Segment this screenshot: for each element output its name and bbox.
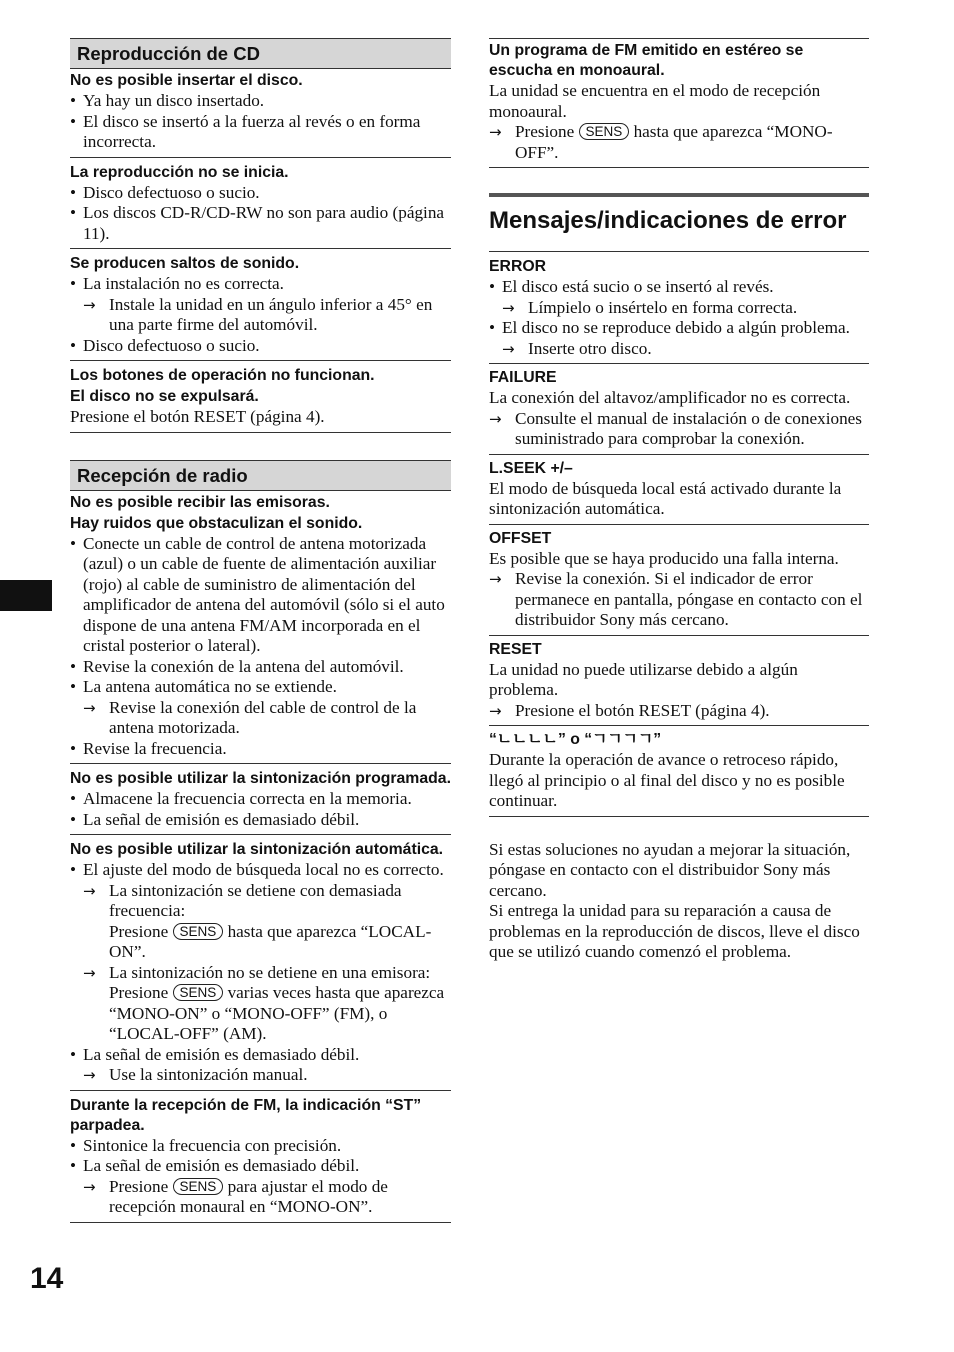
remedy-detail — [70, 922, 451, 963]
problem-title: No es posible insertar el disco. — [70, 72, 303, 89]
remedy-text: Revise la conexión. Si el indicador de error permanece en pantalla, póngase en contacto con el distribuidor Sony más cercano. — [515, 569, 863, 629]
remedy-text: Presione — [109, 983, 169, 1002]
bullet-item: • Almacene la frecuencia correcta en la memoria. — [70, 789, 451, 810]
section-tab-marker — [0, 580, 52, 611]
remedy-text: Presione — [109, 1176, 169, 1196]
bullet-item: • Disco defectuoso o sucio. — [70, 183, 451, 204]
arrow-icon: → — [83, 963, 96, 982]
problem-title: Los botones de operación no funcionan. — [70, 367, 375, 384]
arrow-icon: → — [83, 698, 96, 717]
sens-key-icon: SENS — [579, 123, 630, 140]
remedy-item — [70, 963, 451, 984]
troubleshoot-block-skips — [70, 252, 451, 361]
arrow-icon: → — [502, 298, 515, 317]
error-code: L.SEEK +/– — [489, 459, 573, 477]
bullet-item: • La instalación no es correcta. — [70, 274, 451, 295]
sens-key-icon: SENS — [173, 923, 224, 940]
remedy-text: para ajustar el modo de recepción monaural en “MONO-ON”. — [109, 1176, 388, 1216]
remedy-text: Instale la unidad en un ángulo inferior a 45° en una parte firme del automóvil. — [109, 294, 433, 334]
troubleshoot-block-preset — [70, 767, 451, 835]
remedy-detail — [70, 983, 451, 1045]
remedy-text: hasta que aparezca “LOCAL-ON”. — [109, 921, 432, 961]
remedy-item — [70, 698, 451, 739]
left-column — [70, 38, 451, 1226]
troubleshoot-block-playback — [70, 161, 451, 250]
remedy-text: Use la sintonización manual. — [109, 1065, 308, 1084]
bullet-item: • El disco no se reproduce debido a algún problema. — [489, 318, 869, 339]
section-heading-radio: Recepción de radio — [70, 460, 451, 491]
remedy-text: hasta que aparezca “MONO-OFF”. — [515, 122, 833, 162]
arrow-icon: → — [83, 1177, 96, 1196]
paragraph: Presione el botón RESET (página 4). — [70, 407, 325, 426]
bullet-item: • El disco se insertó a la fuerza al revés o en forma incorrecta. — [70, 112, 451, 153]
paragraph: La conexión del altavoz/amplificador no es correcta. — [489, 388, 851, 407]
error-code: ERROR — [489, 258, 547, 275]
closing-paragraph: Si estas soluciones no ayudan a mejorar la situación, póngase en contacto con el distribuidor Sony más cercano. — [489, 839, 851, 900]
error-block-lseek — [489, 458, 869, 525]
remedy-text: Límpielo o insértelo en forma correcta. — [528, 297, 798, 317]
arrow-icon: → — [83, 1066, 96, 1084]
bullet-item: • Revise la frecuencia. — [70, 739, 451, 760]
problem-title: Se producen saltos de sonido. — [70, 255, 300, 272]
remedy-text: varias veces hasta que aparezca “MONO-ON” o “MONO-OFF” (FM), o “LOCAL-OFF” (AM). — [109, 983, 445, 1043]
page-number: 14 — [30, 1262, 64, 1295]
section-heading-cd: Reproducción de CD — [70, 38, 451, 69]
remedy-item — [489, 339, 869, 360]
remedy-item — [70, 1065, 451, 1086]
troubleshoot-block-reception — [70, 491, 451, 765]
right-column — [489, 38, 869, 963]
troubleshoot-block-st — [70, 1094, 451, 1223]
bullet-item: • Sintonice la frecuencia con precisión. — [70, 1136, 451, 1157]
troubleshoot-block-auto-tuning — [70, 838, 451, 1091]
remedy-text: La sintonización no se detiene en una emisora: — [109, 962, 431, 982]
problem-title: Un programa de FM emitido en estéreo se escucha en monoaural. — [489, 42, 804, 79]
error-block-offset — [489, 528, 869, 636]
problem-title: La reproducción no se inicia. — [70, 163, 289, 181]
remedy-item — [489, 298, 869, 319]
paragraph: Es posible que se haya producido una falla interna. — [489, 548, 839, 568]
remedy-item — [489, 122, 869, 163]
error-block-error — [489, 256, 869, 364]
remedy-item — [489, 701, 869, 722]
bullet-item: • La señal de emisión es demasiado débil. — [70, 1045, 451, 1066]
arrow-icon: → — [489, 701, 502, 720]
bullet-item: • La antena automática no se extiende. — [70, 677, 451, 698]
remedy-text: Presione — [515, 122, 575, 141]
error-code: “ㄴㄴㄴㄴ” o “ㄱㄱㄱㄱ” — [489, 731, 662, 748]
error-block-failure — [489, 367, 869, 455]
remedy-item — [70, 295, 451, 336]
remedy-text: Presione — [109, 921, 169, 941]
paragraph: El modo de búsqueda local está activado durante la sintonización automática. — [489, 478, 842, 518]
bullet-item: • La señal de emisión es demasiado débil. — [70, 810, 451, 831]
problem-title: No es posible utilizar la sintonización programada. — [70, 770, 451, 787]
bullet-item: • La señal de emisión es demasiado débil. — [70, 1156, 451, 1177]
remedy-item — [70, 1177, 451, 1218]
bullet-item: • El ajuste del modo de búsqueda local no es correcto. — [70, 860, 451, 881]
page-title: Mensajes/indicaciones de error — [489, 193, 869, 252]
problem-title: Durante la recepción de FM, la indicación “ST” parpadea. — [70, 1096, 422, 1134]
troubleshoot-block-mono — [489, 38, 869, 168]
closing-paragraph: Si entrega la unidad para su reparación a causa de problemas en la reproducción de discos, lleve el disco que se utilizó cuando comenzó el problema. — [489, 901, 860, 961]
sens-key-icon: SENS — [173, 1178, 224, 1195]
problem-title: Hay ruidos que obstaculizan el sonido. — [70, 514, 363, 532]
arrow-icon: → — [502, 339, 515, 358]
problem-title: No es posible utilizar la sintonización automática. — [70, 841, 444, 858]
bullet-item: • Disco defectuoso o sucio. — [70, 336, 451, 357]
problem-title: No es posible recibir las emisoras. — [70, 493, 330, 511]
bullet-item: • El disco está sucio o se insertó al revés. — [489, 277, 869, 298]
arrow-icon: → — [489, 570, 502, 588]
arrow-icon: → — [83, 295, 96, 314]
remedy-text: Presione el botón RESET (página 4). — [515, 700, 770, 720]
remedy-text: Inserte otro disco. — [528, 338, 652, 358]
bullet-item: • Conecte un cable de control de antena motorizada (azul) o un cable de fuente de alimentación auxiliar (rojo) al cable de suministro de alimentación del amplificador de antena del automóvil (sólo si el auto dispone de una antena FM/AM incorporada en el cristal posterior o lateral). — [70, 534, 451, 657]
arrow-icon: → — [489, 123, 502, 141]
error-code: RESET — [489, 640, 542, 658]
sens-key-icon: SENS — [173, 984, 224, 1001]
error-block-reset — [489, 639, 869, 727]
bullet-item: • Revise la conexión de la antena del automóvil. — [70, 657, 451, 678]
paragraph: La unidad no puede utilizarse debido a algún problema. — [489, 659, 798, 699]
remedy-text: Consulte el manual de instalación o de conexiones suministrado para comprobar la conexión. — [515, 408, 862, 448]
remedy-item — [489, 409, 869, 450]
paragraph: Durante la operación de avance o retroceso rápido, llegó al principio o al final del disco y no es posible continuar. — [489, 750, 845, 810]
error-block-segments — [489, 729, 869, 817]
remedy-item — [70, 881, 451, 922]
bullet-item: • Ya hay un disco insertado. — [70, 91, 451, 112]
arrow-icon: → — [489, 409, 502, 428]
remedy-text: Revise la conexión del cable de control de la antena motorizada. — [109, 697, 417, 737]
error-code: OFFSET — [489, 529, 552, 547]
bullet-item: • Los discos CD-R/CD-RW no son para audio (página 11). — [70, 203, 451, 244]
remedy-item — [489, 569, 869, 631]
remedy-text: La sintonización se detiene con demasiada frecuencia: — [109, 880, 402, 920]
troubleshoot-block-buttons — [70, 364, 451, 433]
arrow-icon: → — [83, 881, 96, 900]
troubleshoot-block-insert — [70, 69, 451, 158]
error-code: FAILURE — [489, 369, 557, 386]
paragraph: La unidad se encuentra en el modo de recepción monoaural. — [489, 81, 821, 121]
problem-title: El disco no se expulsará. — [70, 388, 259, 405]
